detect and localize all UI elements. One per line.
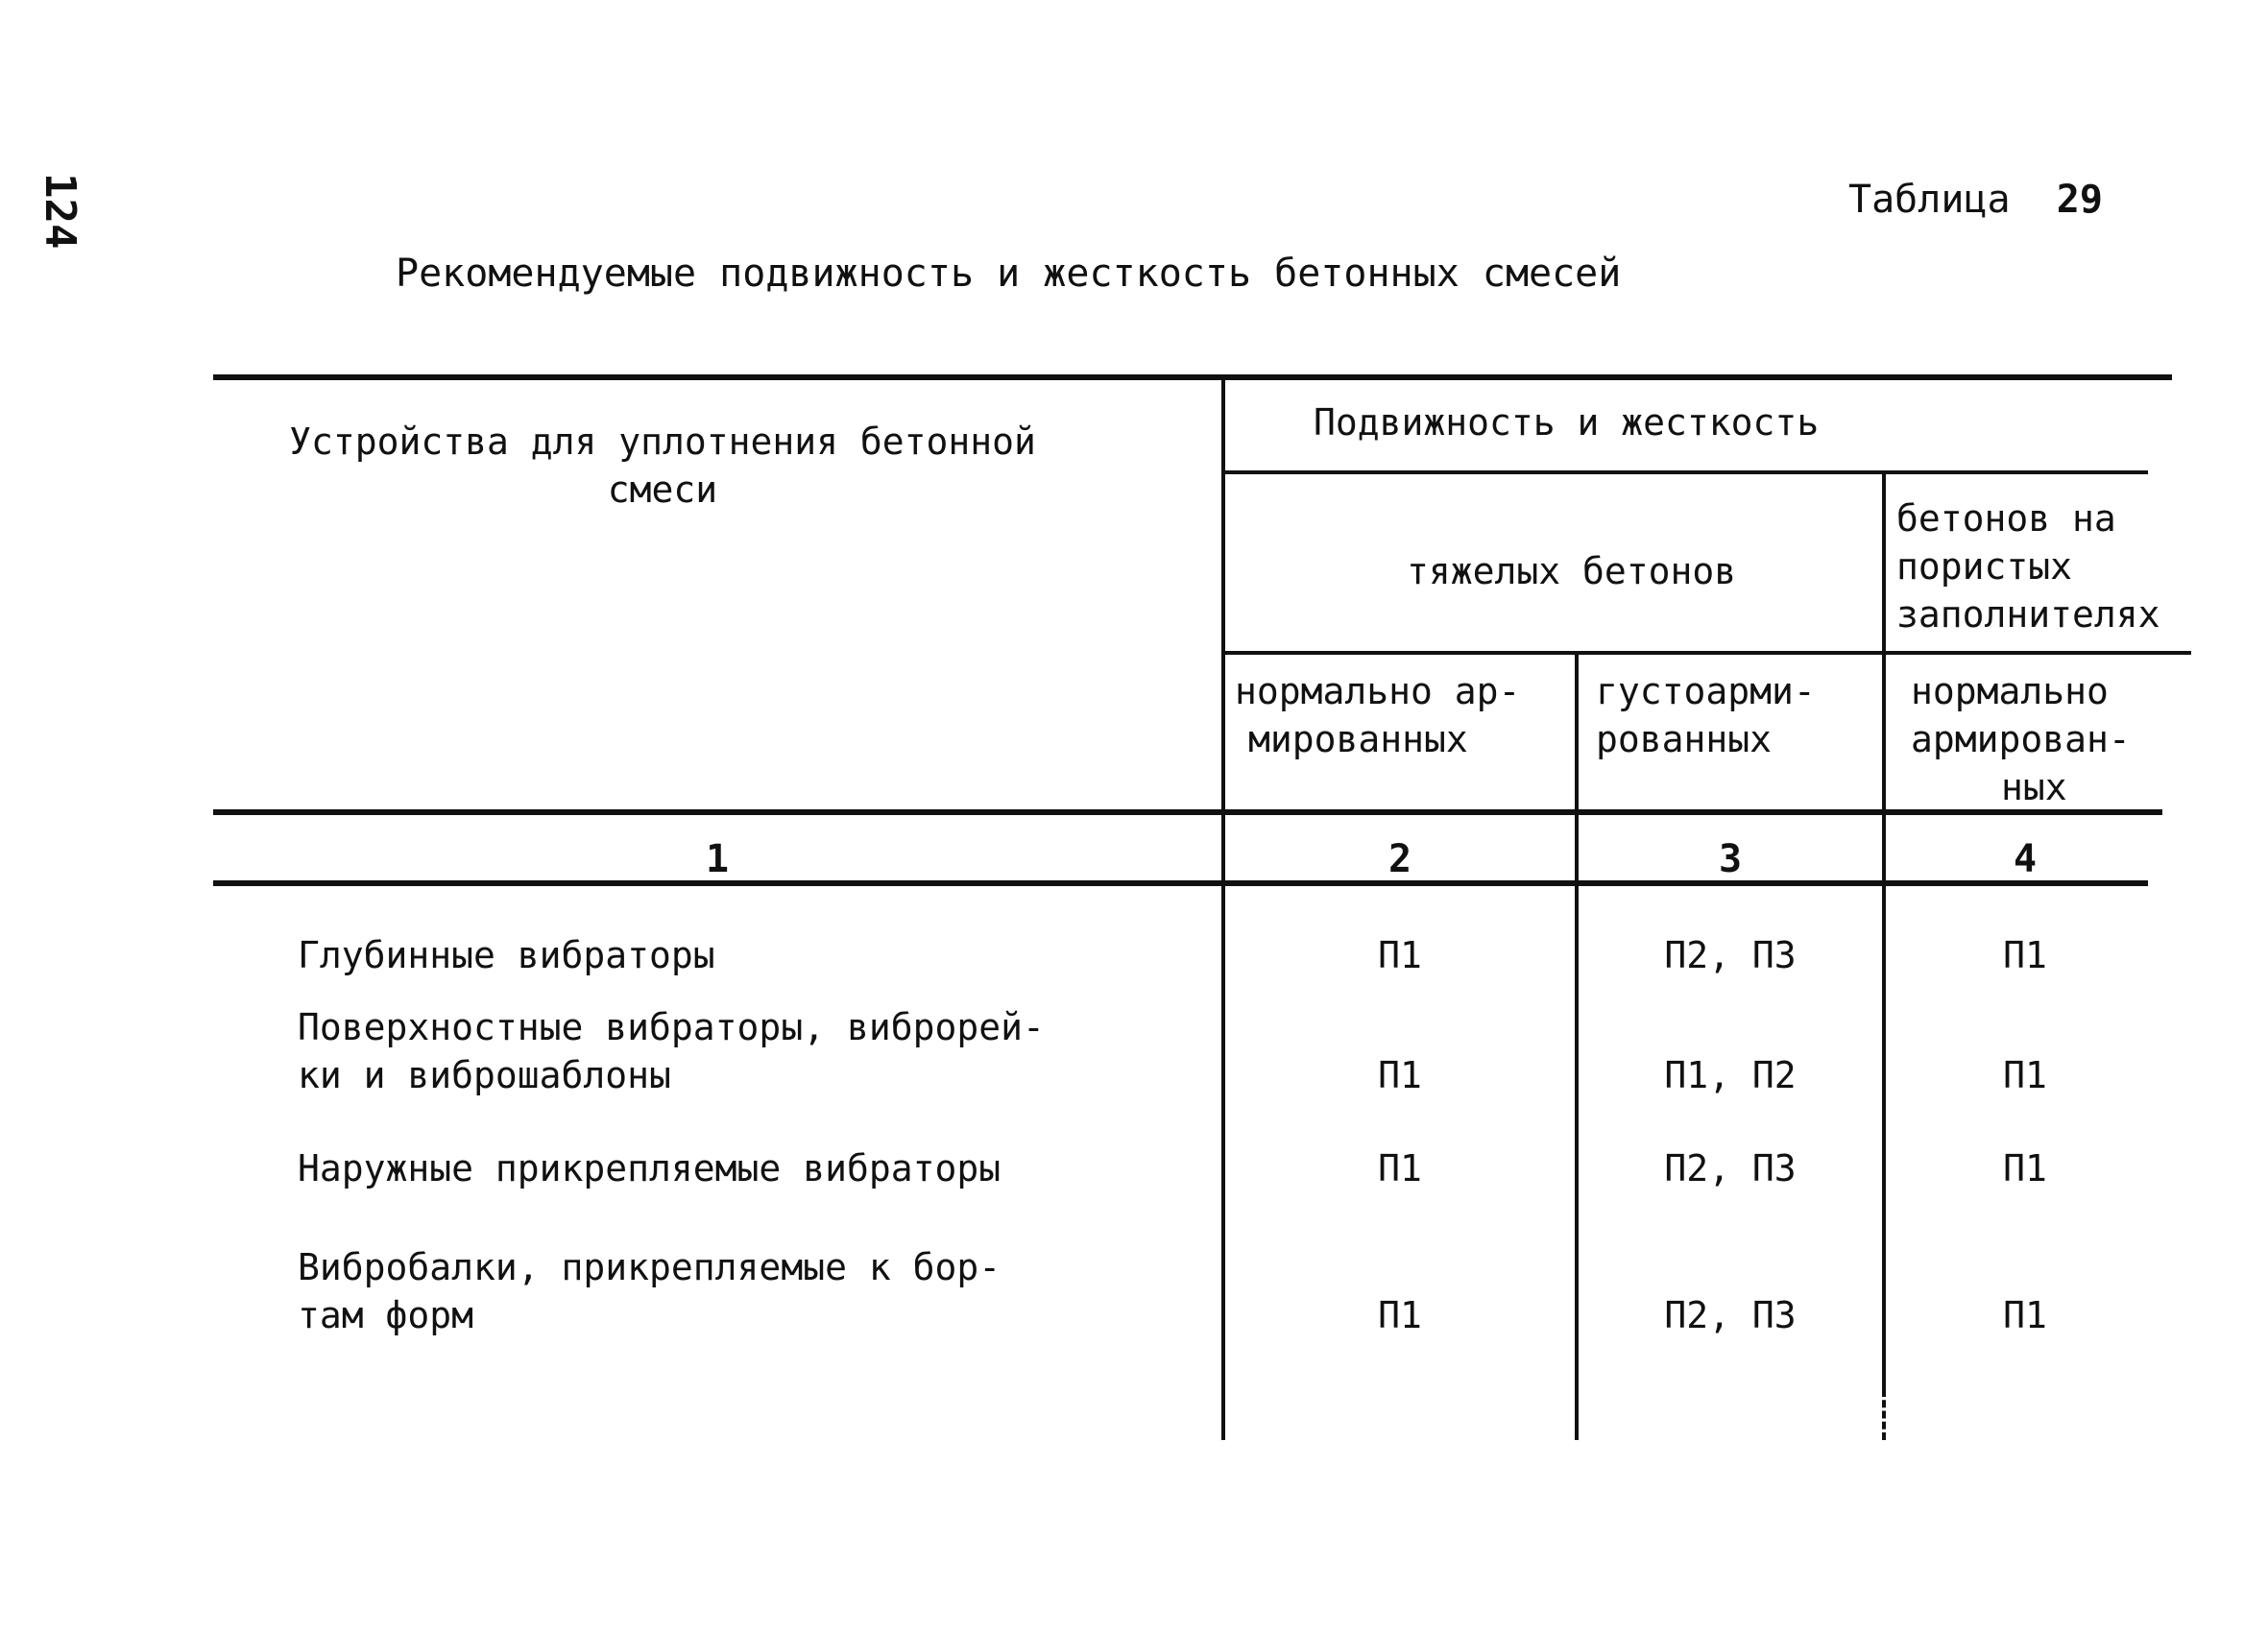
table-row-device bbox=[298, 1003, 1045, 1099]
header-bottom-rule bbox=[213, 809, 2162, 815]
header-porous-normal-reinforced bbox=[1911, 667, 2131, 811]
header-dense-reinforced bbox=[1596, 667, 1816, 763]
table-cell-normal: П1 bbox=[1378, 1147, 1422, 1189]
table-label-word: Таблица bbox=[1848, 178, 2011, 222]
table-cell-porous: П1 bbox=[2003, 934, 2047, 976]
table-cell-porous: П1 bbox=[2003, 1294, 2047, 1336]
device-name-line: ки и виброшаблоны bbox=[298, 1054, 671, 1096]
table-cell-dense: П2, П3 bbox=[1664, 934, 1797, 976]
device-name-line: Вибробалки, прикрепляемые к бор- bbox=[298, 1246, 1001, 1288]
device-name-line: Глубинные вибраторы bbox=[298, 934, 715, 976]
header-porous-line2: пористых bbox=[1896, 545, 2073, 588]
column-number-1: 1 bbox=[705, 837, 730, 881]
header-dense-reinforced-line2: рованных bbox=[1596, 718, 1773, 760]
header-normal-reinforced-line1: нормально ар- bbox=[1235, 670, 1521, 712]
table-cell-dense: П1, П2 bbox=[1664, 1054, 1797, 1096]
table-cell-normal: П1 bbox=[1378, 1294, 1422, 1336]
header-porous-normal-line2: армирован- bbox=[1911, 718, 2131, 760]
device-name-line: Наружные прикрепляемые вибраторы bbox=[298, 1147, 1001, 1189]
divider-col1 bbox=[1221, 376, 1225, 1440]
table-row-device bbox=[298, 1144, 1001, 1192]
header-porous-normal-line3: ных bbox=[2001, 766, 2067, 808]
table-row-device bbox=[298, 931, 715, 979]
header-devices-line2: смеси bbox=[607, 469, 718, 511]
header-dense-reinforced-line1: густоарми- bbox=[1596, 670, 1816, 712]
table-top-rule bbox=[213, 374, 2172, 380]
header-normal-reinforced bbox=[1235, 667, 1520, 763]
header-porous-normal-line1: нормально bbox=[1911, 670, 2109, 712]
header-devices-line1: Устройства для уплотнения бетонной bbox=[289, 421, 1036, 463]
header-mobility-stiffness: Подвижность и жесткость bbox=[1314, 401, 1820, 444]
header-porous-line1: бетонов на bbox=[1896, 497, 2116, 540]
page-number: 124 bbox=[36, 173, 84, 250]
header-heavy-concrete: тяжелых бетонов bbox=[1407, 550, 1737, 592]
table-row-device bbox=[298, 1243, 1001, 1339]
device-name-line: там форм bbox=[298, 1294, 474, 1336]
table-label-number: 29 bbox=[2056, 178, 2103, 222]
table-cell-porous: П1 bbox=[2003, 1054, 2047, 1096]
header-porous-line3: заполнителях bbox=[1896, 593, 2160, 636]
header-normal-reinforced-line2: мированных bbox=[1248, 718, 1468, 760]
table-cell-dense: П2, П3 bbox=[1664, 1147, 1797, 1189]
header-devices bbox=[250, 418, 1075, 514]
group-header-rule bbox=[1221, 470, 2148, 474]
table-cell-normal: П1 bbox=[1378, 934, 1422, 976]
table-cell-dense: П2, П3 bbox=[1664, 1294, 1797, 1336]
column-number-2: 2 bbox=[1387, 837, 1412, 881]
table-label bbox=[1848, 178, 2103, 222]
header-porous-concrete bbox=[1896, 494, 2160, 638]
device-name-line: Поверхностные вибраторы, виброрей- bbox=[298, 1006, 1045, 1048]
table-title: Рекомендуемые подвижность и жесткость бетонных смесей bbox=[396, 252, 1622, 296]
divider-col3-lower bbox=[1882, 1389, 1886, 1440]
column-number-4: 4 bbox=[2013, 837, 2038, 881]
column-number-3: 3 bbox=[1718, 837, 1743, 881]
subgroup-header-rule bbox=[1221, 651, 2191, 655]
table-cell-porous: П1 bbox=[2003, 1147, 2047, 1189]
table-cell-normal: П1 bbox=[1378, 1054, 1422, 1096]
